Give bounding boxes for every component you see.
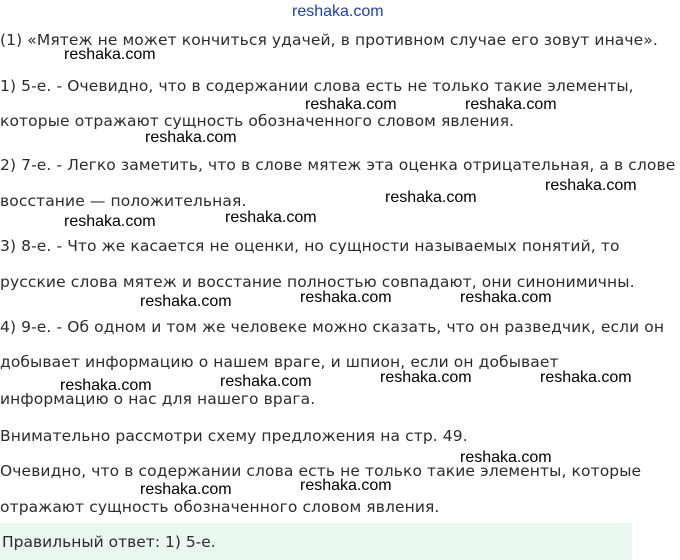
watermark: reshaka.com: [140, 481, 232, 498]
correct-answer: Правильный ответ: 1) 5-е.: [2, 533, 216, 551]
watermark: reshaka.com: [465, 96, 557, 113]
explanation-line-2: отражают сущность обозначенного словом явления.: [0, 498, 440, 516]
scheme-hint: Внимательно рассмотри схему предложения на стр. 49.: [0, 427, 468, 445]
watermark: reshaka.com: [64, 46, 156, 63]
watermark: reshaka.com: [460, 449, 552, 466]
watermark: reshaka.com: [300, 477, 392, 494]
watermark: reshaka.com: [64, 213, 156, 230]
option-4-line-2: добывает информацию о нашем враге, и шпион, если он добывает: [0, 353, 559, 371]
explanation-line-1: Очевидно, что в содержании слова есть не только такие элементы, которые: [0, 462, 642, 480]
answer-box: [0, 523, 632, 560]
option-4-line-3: информацию о нас для нашего врага.: [0, 390, 316, 408]
watermark: reshaka.com: [545, 177, 637, 194]
option-1-line-2: которые отражают сущность обозначенного словом явления.: [0, 112, 515, 130]
watermark: reshaka.com: [225, 209, 317, 226]
watermark: reshaka.com: [540, 369, 632, 386]
watermark: reshaka.com: [140, 293, 232, 310]
option-2-line-1: 2) 7-е. - Легко заметить, что в слове мятеж эта оценка отрицательная, а в слове: [0, 156, 676, 174]
watermark-top: reshaka.com: [292, 3, 384, 20]
watermark: reshaka.com: [60, 377, 152, 394]
watermark: reshaka.com: [220, 373, 312, 390]
intro-sentence: (1) «Мятеж не может кончиться удачей, в противном случае его зовут иначе».: [0, 31, 658, 49]
option-3-line-2: русские слова мятеж и восстание полностью совпадают, они синонимичны.: [0, 273, 635, 291]
option-4-line-1: 4) 9-е. - Об одном и том же человеке можно сказать, что он разведчик, если он: [0, 318, 665, 336]
option-1-line-1: 1) 5-е. - Очевидно, что в содержании слова есть не только такие элементы,: [0, 77, 634, 95]
watermark: reshaka.com: [145, 129, 237, 146]
watermark: reshaka.com: [460, 289, 552, 306]
option-3-line-1: 3) 8-е. - Что же касается не оценки, но сущности называемых понятий, то: [0, 237, 620, 255]
watermark: reshaka.com: [385, 189, 477, 206]
watermark: reshaka.com: [300, 289, 392, 306]
watermark: reshaka.com: [305, 96, 397, 113]
option-2-line-2: восстание — положительная.: [0, 192, 247, 210]
watermark: reshaka.com: [380, 369, 472, 386]
